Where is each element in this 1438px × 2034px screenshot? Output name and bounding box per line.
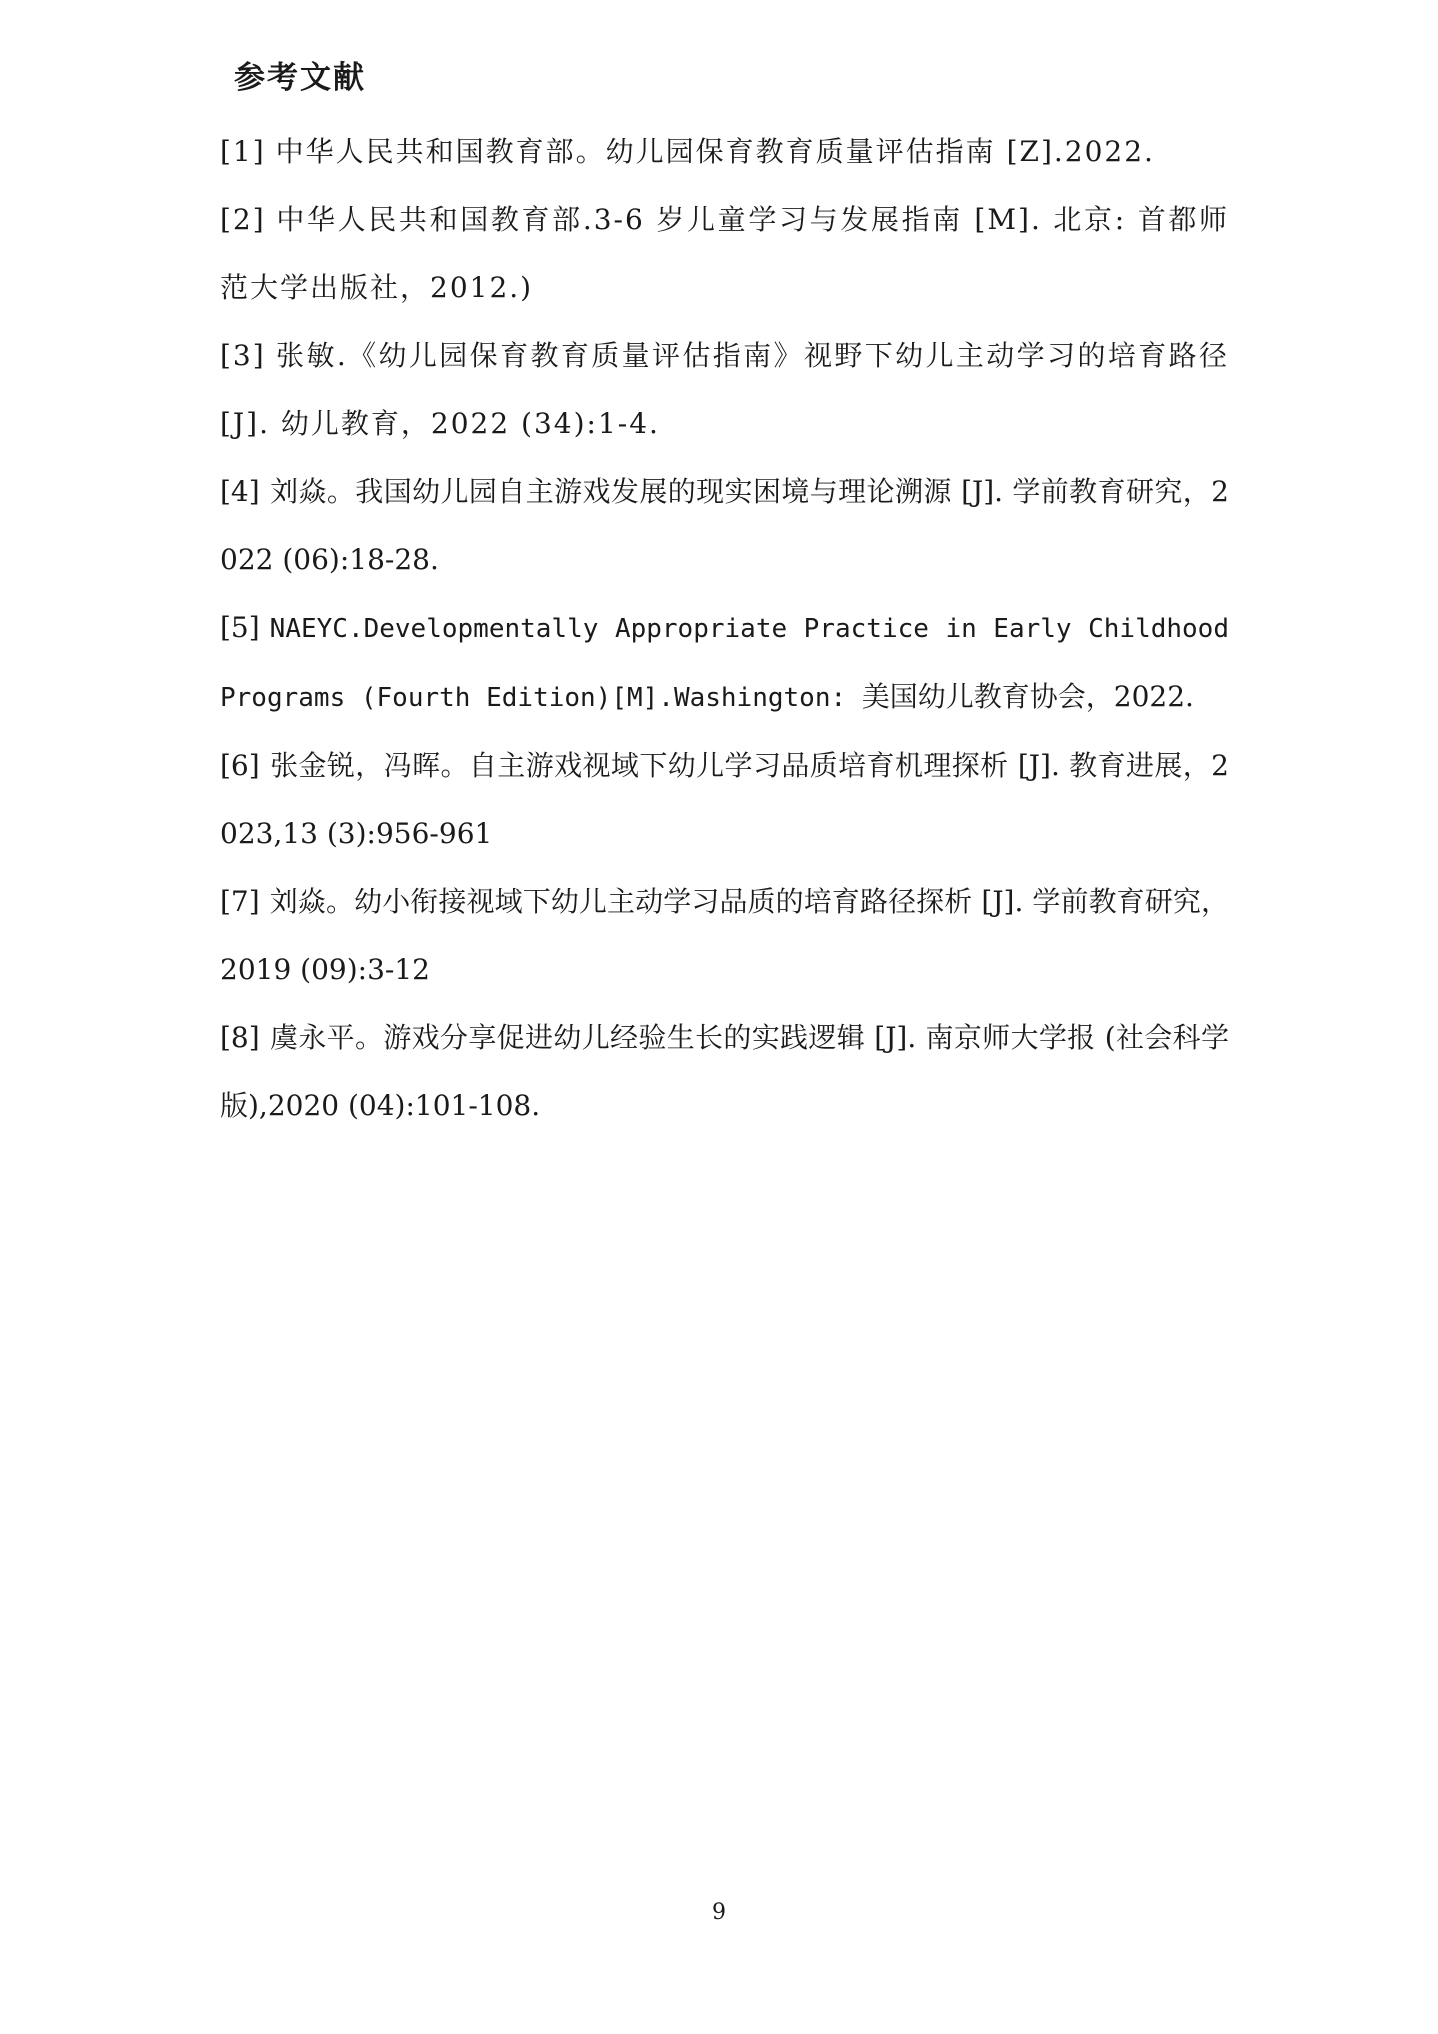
reference-item-7 bbox=[220, 868, 1229, 1004]
reference-text: 刘焱。幼小衔接视域下幼儿主动学习品质的培育路径探析 [J]. 学前教育研究，2019 (09):3-12 bbox=[220, 885, 1229, 986]
reference-number: [3] bbox=[220, 339, 266, 372]
reference-number: [2] bbox=[220, 203, 266, 236]
reference-text: 虞永平。游戏分享促进幼儿经验生长的实践逻辑 [J]. 南京师大学报 (社会科学版),2020 (04):101-108. bbox=[220, 1021, 1229, 1122]
reference-list bbox=[220, 118, 1229, 1140]
reference-text: 张金锐，冯晖。自主游戏视域下幼儿学习品质培育机理探析 [J]. 教育进展，2023,13 (3):956-961 bbox=[220, 749, 1229, 850]
reference-item-4 bbox=[220, 458, 1229, 594]
reference-item-5 bbox=[220, 594, 1229, 732]
reference-item-6 bbox=[220, 732, 1229, 868]
reference-number: [5] bbox=[220, 611, 260, 644]
reference-item-3 bbox=[220, 322, 1229, 458]
reference-number: [1] bbox=[220, 135, 266, 168]
reference-text: 美国幼儿教育协会，2022. bbox=[861, 680, 1194, 713]
reference-number: [7] bbox=[220, 885, 260, 918]
reference-number: [6] bbox=[220, 749, 260, 782]
reference-text: 刘焱。我国幼儿园自主游戏发展的现实困境与理论溯源 [J]. 学前教育研究，2022 (06):18-28. bbox=[220, 475, 1229, 576]
reference-text-latin: NAEYC.Developmentally Appropriate Practice in Early Childhood Programs (Fourth Edition)[M].Washington: bbox=[220, 614, 1229, 713]
reference-text: 中华人民共和国教育部.3-6 岁儿童学习与发展指南 [M]. 北京: 首都师范大学出版社，2012.) bbox=[220, 203, 1229, 304]
reference-item-2 bbox=[220, 186, 1229, 322]
reference-item-8 bbox=[220, 1004, 1229, 1140]
reference-text: 张敏.《幼儿园保育教育质量评估指南》视野下幼儿主动学习的培育路径 [J]. 幼儿教育，2022 (34):1-4. bbox=[220, 339, 1229, 440]
reference-text: 中华人民共和国教育部。幼儿园保育教育质量评估指南 [Z].2022. bbox=[275, 135, 1155, 168]
references-heading: 参考文献 bbox=[234, 60, 366, 96]
reference-number: [8] bbox=[220, 1021, 260, 1054]
page-number: 9 bbox=[712, 1900, 726, 1925]
reference-item-1 bbox=[220, 118, 1229, 186]
reference-number: [4] bbox=[220, 475, 260, 508]
